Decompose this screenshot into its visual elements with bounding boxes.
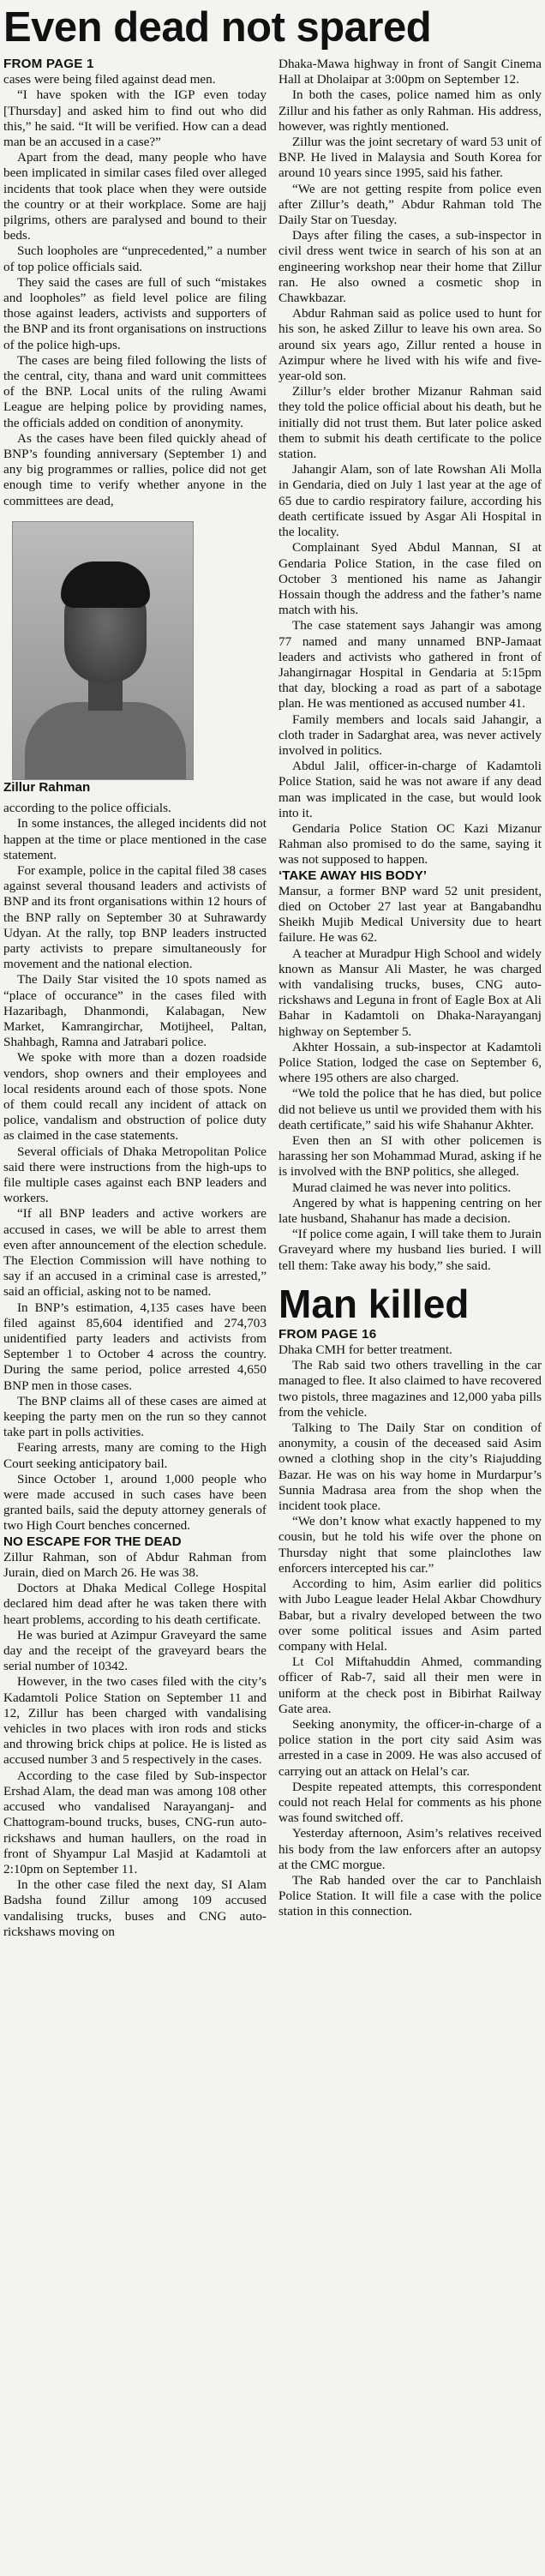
paragraph: Jahangir Alam, son of late Rowshan Ali Molla in Gendaria, died on July 1 last year at the age of 65 due to cardio respiratory failure, according his death certificate issued by Asgar Ali Hospital in the locality. — [278, 462, 542, 540]
paragraph: Several officials of Dhaka Metropolitan Police said there were instructions from the high-ups to file multiple cases against each BNP leaders and workers. — [3, 1144, 267, 1206]
paragraph: Fearing arrests, many are coming to the High Court seeking anticipatory bail. — [3, 1440, 267, 1471]
paragraph: Dhaka CMH for better treatment. — [278, 1342, 452, 1358]
paragraph: Even then an SI with other policemen is harassing her son Mohammad Murad, asking if he is involved with the BNP politics, she alleged. — [278, 1133, 542, 1180]
paragraph: Dhaka-Mawa highway in front of Sangit Cinema Hall at Dholaipar at 3:00pm on September 12. — [278, 57, 542, 87]
column-right-take-section — [278, 884, 542, 1274]
paragraph: according to the police officials. — [3, 801, 171, 816]
paragraph: They said the cases are full of such “mistakes and loopholes” as field level police are filing those against leaders, activists and supporters of the BNP and its front organisations on instructions of the police high-ups. — [3, 274, 267, 352]
paragraph: In some instances, the alleged incidents did not happen at the time or place mentioned in the case statement. — [3, 816, 267, 862]
paragraph: The Rab said two others travelling in the car managed to flee. It also claimed to have recovered two pistols, three magazines and 12,000 yaba pills from the vehicle. — [278, 1358, 542, 1420]
paragraph: Zillur’s elder brother Mizanur Rahman said they told the police official about his death, but he initially did not trust them. But later police asked them to submit his death certificate to the police station. — [278, 384, 542, 462]
column-left — [3, 57, 267, 1940]
paragraph: Gendaria Police Station OC Kazi Mizanur Rahman also promised to do the same, saying it was not supposed to happen. — [278, 820, 542, 868]
zillur-rahman-photo — [12, 521, 194, 780]
paragraph: However, in the two cases filed with the city’s Kadamtoli Police Station on September 11 and 12, Zillur has been charged with vandalising vehicles in two places with iron rods and sticks and throwing brick chips at police. He is listed as accused number 3 and 5 respectively in the cases. — [3, 1674, 267, 1768]
paragraph: cases were being filed against dead men. — [3, 72, 216, 87]
paragraph: The case statement says Jahangir was among 77 named and many unnamed BNP-Jamaat leaders and activists who gathered in front of Jahangirnagar Hospital in Gendaria at 5:15pm that day, blocking a road as part of a sabotage plan. He was mentioned as accused number 41. — [278, 618, 542, 712]
paragraph: He was buried at Azimpur Graveyard the same day and the receipt of the graveyard bears the serial number of 10342. — [3, 1627, 267, 1674]
man-killed-body — [278, 1342, 542, 1920]
paragraph: Lt Col Miftahuddin Ahmed, commanding officer of Rab-7, said all their men were in uniform at the check post in Bibirhat Railway Gate area. — [278, 1654, 542, 1716]
paragraph: Complainant Syed Abdul Mannan, SI at Gendaria Police Station, in the case filed on October 3 mentioned his name as Jahangir Hossain though the address and the father’s name match with his. — [278, 540, 542, 618]
paragraph: Talking to The Daily Star on condition of anonymity, a cousin of the deceased said Asim owned a clothing shop in the city’s Riajudding Bazar. He was on his way home in Murdarpur’s Sunnia Madrasa area from the shop when the incident took place. — [278, 1420, 542, 1514]
article-columns — [3, 57, 542, 1940]
paragraph: According to him, Asim earlier did politics with Jubo League leader Helal Akbar Chowdhury Babar, but a rivalry developed between the two over some political issues and Asim parted company with Helal. — [278, 1576, 542, 1654]
paragraph: As the cases have been filed quickly ahead of BNP’s founding anniversary (September 1) and any big programmes or rallies, police did not get enough time to verify whether anyone in the committees are dead, — [3, 430, 267, 508]
headline-man-killed: Man killed — [278, 1281, 470, 1326]
paragraph: “I have spoken with the IGP even today [Thursday] and asked him to find out who did this,” he said. “It will be verified. How can a dead man be an accused in a case?” — [3, 87, 267, 150]
paragraph: Akhter Hossain, a sub-inspector at Kadamtoli Police Station, lodged the case on September 6, where 195 others are also charged. — [278, 1039, 542, 1086]
paragraph: “We don’t know what exactly happened to my cousin, but he told his wife over the phone on Thursday night that some plainclothes law enforcers intercepted his car.” — [278, 1514, 542, 1576]
paragraph: Apart from the dead, many people who have been implicated in similar cases filed over alleged incidents that took place when they were outside the country or at their workplace. Some are hajj pilgrims, others are paralysed and bound to their beds. — [3, 150, 267, 243]
paragraph: The BNP claims all of these cases are aimed at keeping the party men on the run so they cannot take part in polls activities. — [3, 1393, 267, 1440]
paragraph: Seeking anonymity, the officer-in-charge of a police station in the port city said Asim was arrested in a case in 2009. He was also accused of carrying out an attack on Helal’s car. — [278, 1716, 542, 1779]
from-page-label-2: FROM PAGE 16 — [278, 1326, 377, 1342]
paragraph: The cases are being filed following the lists of the central, city, thana and ward unit committees of the BNP. Local units of the ruling Awami League are helping police by providing names, the officials added on condition of anonymity. — [3, 352, 267, 430]
paragraph: Angered by what is happening centring on her late husband, Shahanur has made a decision. — [278, 1195, 542, 1227]
paragraph: “If police come again, I will take them to Jurain Graveyard where my husband lies buried. I will tell them: Take away his body,” she said. — [278, 1227, 542, 1273]
paragraph: Abdur Rahman said as police used to hunt for his son, he asked Zillur to leave his own area. So around six years ago, Zillur rented a house in Azimpur where he lived with his wife and five-year-old son. — [278, 306, 542, 384]
from-page-label: FROM PAGE 1 — [3, 57, 94, 71]
photo-shirt — [25, 702, 186, 779]
column-right — [278, 57, 542, 1940]
paragraph: In the other case filed the next day, SI Alam Badsha found Zillur among 109 accused vandalising trucks, buses and CNG auto-rickshaws moving on — [3, 1877, 267, 1939]
paragraph: Such loopholes are “unprecedented,” a number of top police officials said. — [3, 243, 267, 274]
paragraph: In both the cases, police named him as only Zillur and his father as only Rahman. His address, however, was rightly mentioned. — [278, 87, 542, 134]
paragraph: The Daily Star visited the 10 spots named as “place of occurance” in the cases filed with Hazaribagh, Dhanmondi, Kalabagan, New Market, Kamrangirchar, Motijheel, Paltan, Shahbagh, Ramna and Jatrabari police. — [3, 972, 267, 1050]
paragraph: Mansur, a former BNP ward 52 unit president, died on October 27 last year at Bangabandhu Sheikh Mujib Medical University due to heart failure. He was 62. — [278, 883, 542, 946]
paragraph: A teacher at Muradpur High School and widely known as Mansur Ali Master, he was charged with vandalising trucks, buses, CNG auto-rickshaws and Leguna in front of Eagle Box at Ali Bahar in Kadamtoli on Dhaka-Narayanganj highway on September 5. — [278, 946, 542, 1039]
headline-even-dead-not-spared: Even dead not spared — [3, 4, 432, 51]
paragraph: We spoke with more than a dozen roadside vendors, shop owners and their employees and local residents around each of those spots. None of them could recall any incident of attack on police, vandalism and obstruction of police duty as claimed in the case statements. — [3, 1050, 267, 1144]
paragraph: Family members and locals said Jahangir, a cloth trader in Sadarghat area, was never actively involved in politics. — [278, 712, 542, 758]
column-right-body — [278, 57, 542, 868]
photo-caption: Zillur Rahman — [3, 779, 91, 795]
paragraph: “If all BNP leaders and active workers are accused in cases, we will be able to arrest them even after announcement of the election schedule. The Election Commission will have nothing to say if an accused in a criminal case is arrested,” said an official, asking not to be named. — [3, 1206, 267, 1300]
paragraph: “We told the police that he has died, but police did not believe us until we provided them with his death certificate,” said his wife Shahanur Akhter. — [278, 1086, 542, 1132]
paragraph: Zillur was the joint secretary of ward 53 unit of BNP. He lived in Malaysia and South Korea for around 10 years since 1995, said his father. — [278, 135, 542, 181]
paragraph: Yesterday afternoon, Asim’s relatives received his body from the law enforcers after an autopsy at the CMC morgue. — [278, 1826, 542, 1872]
paragraph: Since October 1, around 1,000 people who were made accused in such cases have been granted bails, said the deputy attorney generals of two High Court benches concerned. — [3, 1471, 267, 1534]
photo-block — [3, 521, 267, 796]
paragraph: Zillur Rahman, son of Abdur Rahman from Jurain, died on March 26. He was 38. — [3, 1549, 267, 1581]
subhead-no-escape: NO ESCAPE FOR THE DEAD — [3, 1534, 182, 1549]
paragraph: “We are not getting respite from police even after Zillur’s death,” Abdur Rahman told The Daily Star on Tuesday. — [278, 181, 542, 228]
paragraph: Murad claimed he was never into politics. — [292, 1180, 512, 1195]
paragraph: For example, police in the capital filed 38 cases against several thousand leaders and activists of BNP and its front organisations within 12 hours of the BNP rally on September 30 at Suhrawardy Udyan. At the rally, top BNP leaders instructed party activists to prepare simultaneously for movement and the national election. — [3, 862, 267, 972]
column-left-body — [3, 801, 267, 1534]
column-left-escape-section — [3, 1550, 267, 1940]
paragraph: The Rab handed over the car to Panchlaish Police Station. It will file a case with the police station in this connection. — [278, 1872, 542, 1919]
paragraph: Doctors at Dhaka Medical College Hospital declared him dead after he was taken there with heart problems, according to his death certificate. — [3, 1581, 267, 1627]
paragraph: According to the case filed by Sub-inspector Ershad Alam, the dead man was among 108 other accused who vandalised Narayanganj- and Chattogram-bound trucks, buses, CNG-run auto-rickshaws and human haullers, on the road in front of Shyampur Lal Masjid at Kadamtoli at 2:10pm on September 11. — [3, 1768, 267, 1876]
column-left-intro — [3, 72, 267, 509]
photo-hair — [61, 561, 150, 608]
subhead-take-away-his-body: ‘TAKE AWAY HIS BODY’ — [278, 868, 427, 883]
paragraph: In BNP’s estimation, 4,135 cases have been filed against 85,604 identified and 274,703 unidentified party leaders and activists from September 1 to October 4 across the country. During the same period, police arrested 4,650 BNP men in those cases. — [3, 1300, 267, 1393]
paragraph: Despite repeated attempts, this correspondent could not reach Helal for comments as his phone was found switched off. — [278, 1779, 542, 1826]
paragraph: Abdul Jalil, officer-in-charge of Kadamtoli Police Station, said he was not aware if any dead man was implicated in the case, but would look into it. — [278, 759, 542, 820]
paragraph: Days after filing the cases, a sub-inspector in civil dress went twice in search of his son at an engineering workshop near their home that Zillur ran. He also owned a cosmetic shop in Chawkbazar. — [278, 228, 542, 306]
